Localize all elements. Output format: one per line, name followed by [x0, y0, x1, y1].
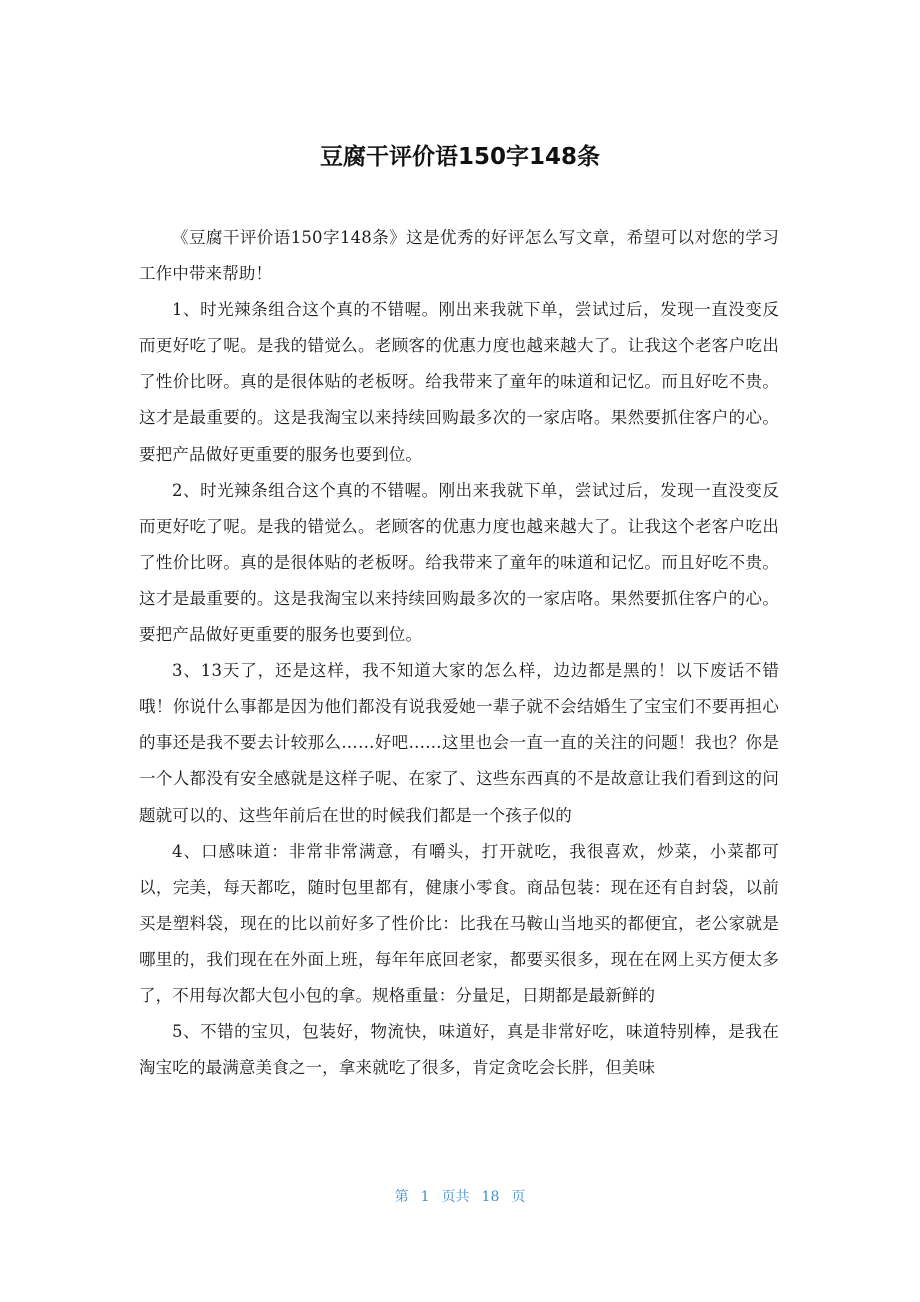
intro-paragraph: 《豆腐干评价语150字148条》这是优秀的好评怎么写文章，希望可以对您的学习工作中带来帮助！	[139, 228, 779, 284]
footer-label-end: 页	[511, 1189, 526, 1205]
review-paragraph-1: 1、时光辣条组合这个真的不错喔。刚出来我就下单，尝试过后，发现一直没变反而更好吃了呢。是我的错觉么。老顾客的优惠力度也越来越大了。让我这个老客户吃出了性价比呀。真的是很体贴的老板呀。给我带来了童年的味道和记忆。而且好吃不贵。这才是最重要的。这是我淘宝以来持续回购最多次的一家店咯。果然要抓住客户的心。要把产品做好更重要的服务也要到位。	[139, 300, 779, 464]
review-paragraph-2: 2、时光辣条组合这个真的不错喔。刚出来我就下单，尝试过后，发现一直没变反而更好吃了呢。是我的错觉么。老顾客的优惠力度也越来越大了。让我这个老客户吃出了性价比呀。真的是很体贴的老板呀。给我带来了童年的味道和记忆。而且好吃不贵。这才是最重要的。这是我淘宝以来持续回购最多次的一家店咯。果然要抓住客户的心。要把产品做好更重要的服务也要到位。	[139, 480, 779, 645]
footer-label-page: 第	[394, 1189, 409, 1205]
footer-total-pages: 18	[481, 1189, 500, 1205]
document-title: 豆腐干评价语150字148条	[319, 144, 601, 170]
page-footer	[0, 1186, 920, 1208]
review-paragraph-4: 4、口感味道：非常非常满意，有嚼头，打开就吃，我很喜欢，炒菜，小菜都可以，完美，每天都吃，随时包里都有，健康小零食。商品包装：现在还有自封袋，以前买是塑料袋，现在的比以前好多了性价比：比我在马鞍山当地买的都便宜，老公家就是哪里的，我们现在在外面上班，每年年底回老家，都要买很多，现在在网上买方便太多了，不用每次都大包小包的拿。规格重量：分量足，日期都是最新鲜的	[139, 841, 779, 1005]
footer-label-of: 页共	[441, 1189, 470, 1205]
footer-current-page: 1	[420, 1189, 430, 1205]
document-body	[139, 220, 779, 1086]
review-paragraph-3: 3、13天了，还是这样，我不知道大家的怎么样，边边都是黑的！以下废话不错哦！你说什么事都是因为他们都没有说我爱她一辈子就不会结婚生了宝宝们不要再担心的事还是我不要去计较那么……好吧……这里也会一直一直的关注的问题！我也？你是一个人都没有安全感就是这样子呢、在家了、这些东西真的不是故意让我们看到这的问题就可以的、这些年前后在世的时候我们都是一个孩子似的	[139, 661, 779, 825]
review-paragraph-5: 5、不错的宝贝，包装好，物流快，味道好，真是非常好吃，味道特别棒，是我在淘宝吃的最满意美食之一，拿来就吃了很多，肯定贪吃会长胖，但美味	[139, 1022, 779, 1078]
